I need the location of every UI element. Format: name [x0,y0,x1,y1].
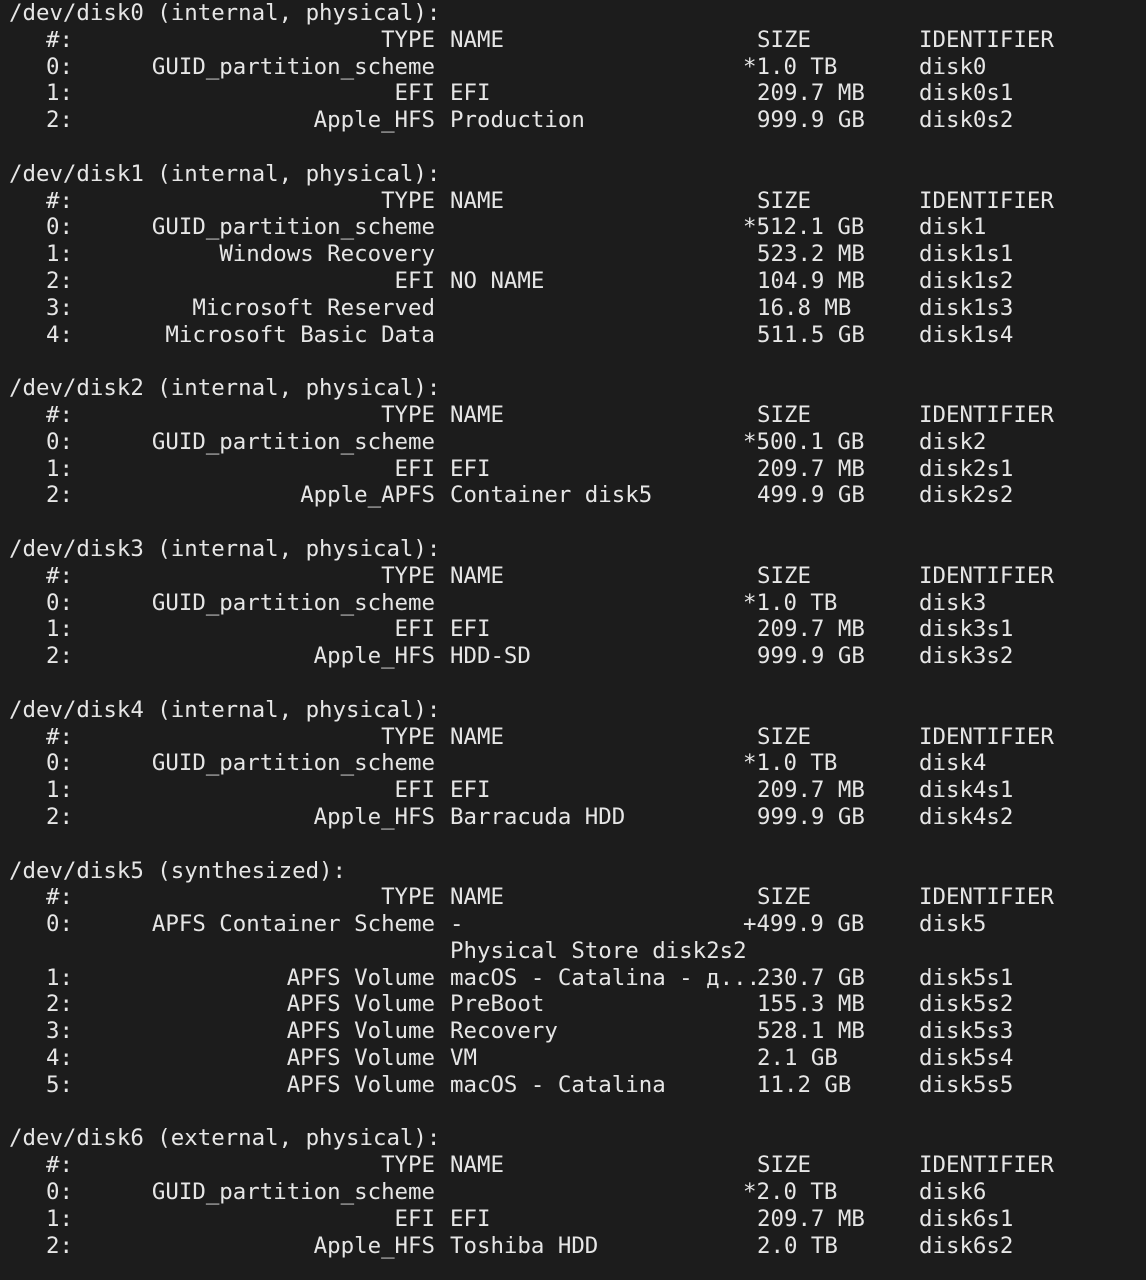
partition-type: EFI [394,777,435,804]
partition-type: Microsoft Basic Data [165,321,435,348]
partition-index: 1: [46,241,73,268]
partition-identifier: disk3s1 [919,616,1014,643]
partition-row [9,1233,1146,1260]
partition-identifier: disk1s3 [919,294,1014,321]
partition-type: APFS Volume [286,964,435,991]
partition-index: 0: [46,911,73,938]
column-name-label: NAME [450,401,504,428]
partition-type: APFS Volume [286,1071,435,1098]
partition-index: 3: [46,294,73,321]
partition-name: EFI [450,777,491,804]
partition-index: 4: [46,321,73,348]
partition-row [9,429,1146,456]
partition-index: 1: [46,777,73,804]
partition-row [9,777,1146,804]
disk-block [9,697,1146,858]
partition-size: 209.7 MB [757,455,865,482]
partition-index: 5: [46,1071,73,1098]
partition-row [9,616,1146,643]
partition-index: 1: [46,964,73,991]
partition-size: 230.7 GB [757,964,865,991]
partition-row [9,911,1146,938]
column-size-label: SIZE [757,401,811,428]
column-name-label: NAME [450,562,504,589]
partition-identifier: disk2 [919,428,987,455]
partition-size: 16.8 MB [757,294,852,321]
partition-name: EFI [450,1205,491,1232]
column-identifier-label: IDENTIFIER [919,1152,1054,1179]
partition-type: Apple_APFS [300,482,435,509]
partition-type: GUID_partition_scheme [151,53,435,80]
column-name-label: NAME [450,187,504,214]
partition-row [9,482,1146,509]
partition-identifier: disk0s2 [919,107,1014,134]
column-identifier-label: IDENTIFIER [919,401,1054,428]
partition-size: *1.0 TB [743,53,838,80]
partition-index: 1: [46,80,73,107]
partition-name: Barracuda HDD [450,803,626,830]
column-type-label: TYPE [381,884,435,911]
partition-identifier: disk2s2 [919,482,1014,509]
partition-name: - [450,911,464,938]
partition-name: HDD-SD [450,643,531,670]
partition-index: 2: [46,107,73,134]
partition-size: *500.1 GB [743,428,865,455]
column-identifier-label: IDENTIFIER [919,723,1054,750]
column-type-label: TYPE [381,562,435,589]
partition-row [9,1206,1146,1233]
partition-identifier: disk0s1 [919,80,1014,107]
partition-name: NO NAME [450,267,545,294]
column-identifier-label: IDENTIFIER [919,562,1054,589]
partition-index: 2: [46,643,73,670]
partition-identifier: disk5s1 [919,964,1014,991]
disk-block [9,536,1146,697]
column-type-label: TYPE [381,401,435,428]
column-num-label: #: [46,884,73,911]
blank-line [9,348,1146,375]
column-size-label: SIZE [757,723,811,750]
partition-row [9,590,1146,617]
blank-line [9,509,1146,536]
partition-index: 0: [46,1179,73,1206]
partition-row [9,456,1146,483]
disk-block [9,375,1146,536]
partition-type: Windows Recovery [219,241,435,268]
partition-name: Production [450,107,585,134]
partition-index: 3: [46,1018,73,1045]
partition-size: 11.2 GB [757,1071,852,1098]
column-identifier-label: IDENTIFIER [919,187,1054,214]
partition-size: 104.9 MB [757,267,865,294]
partition-identifier: disk1s4 [919,321,1014,348]
partition-row [9,54,1146,81]
column-name-label: NAME [450,1152,504,1179]
blank-line [9,1099,1146,1126]
partition-name: EFI [450,80,491,107]
partition-type: EFI [394,616,435,643]
partition-row [9,295,1146,322]
partition-identifier: disk1s2 [919,267,1014,294]
partition-identifier: disk5s4 [919,1045,1014,1072]
partition-row [9,643,1146,670]
partition-index: 0: [46,750,73,777]
partition-type: APFS Volume [286,991,435,1018]
partition-size: 999.9 GB [757,643,865,670]
partition-identifier: disk6 [919,1179,987,1206]
partition-type: GUID_partition_scheme [151,214,435,241]
partition-size: 209.7 MB [757,1205,865,1232]
column-name-label: NAME [450,723,504,750]
column-name-label: NAME [450,884,504,911]
column-header-row [9,402,1146,429]
column-num-label: #: [46,401,73,428]
partition-index: 2: [46,1232,73,1259]
column-header-row [9,188,1146,215]
partition-type: Apple_HFS [313,1232,435,1259]
partition-type: GUID_partition_scheme [151,428,435,455]
partition-type: GUID_partition_scheme [151,750,435,777]
disk-header: /dev/disk0 (internal, physical): [9,0,441,26]
column-size-label: SIZE [757,1152,811,1179]
column-size-label: SIZE [757,562,811,589]
partition-name: macOS - Catalina [450,1071,666,1098]
disk-header: /dev/disk4 (internal, physical): [9,696,441,723]
partition-index: 0: [46,53,73,80]
partition-row [9,804,1146,831]
disk-header: /dev/disk1 (internal, physical): [9,160,441,187]
partition-identifier: disk4s1 [919,777,1014,804]
partition-row [9,241,1146,268]
partition-name: VM [450,1045,477,1072]
partition-type: EFI [394,455,435,482]
column-type-label: TYPE [381,723,435,750]
partition-identifier: disk4s2 [919,803,1014,830]
column-type-label: TYPE [381,187,435,214]
partition-name: PreBoot [450,991,545,1018]
disk-header: /dev/disk5 (synthesized): [9,857,347,884]
partition-row [9,1018,1146,1045]
partition-size: 523.2 MB [757,241,865,268]
partition-row [9,991,1146,1018]
column-num-label: #: [46,1152,73,1179]
disk-block [9,1125,1146,1259]
partition-identifier: disk4 [919,750,987,777]
partition-row [9,965,1146,992]
partition-type: GUID_partition_scheme [151,589,435,616]
partition-row [9,268,1146,295]
blank-line [9,670,1146,697]
partition-size: 155.3 MB [757,991,865,1018]
partition-index: 1: [46,616,73,643]
partition-name: EFI [450,455,491,482]
disk-header: /dev/disk2 (internal, physical): [9,375,441,402]
partition-type: EFI [394,267,435,294]
partition-index: 0: [46,428,73,455]
partition-row [9,322,1146,349]
partition-index: 1: [46,455,73,482]
partition-identifier: disk5s2 [919,991,1014,1018]
partition-size: 511.5 GB [757,321,865,348]
partition-size: *1.0 TB [743,589,838,616]
partition-index: 4: [46,1045,73,1072]
partition-identifier: disk3 [919,589,987,616]
column-num-label: #: [46,187,73,214]
partition-index: 2: [46,482,73,509]
partition-index: 0: [46,589,73,616]
partition-identifier: disk5s3 [919,1018,1014,1045]
partition-row [9,107,1146,134]
column-header-row [9,1152,1146,1179]
partition-index: 2: [46,267,73,294]
column-num-label: #: [46,723,73,750]
partition-identifier: disk6s2 [919,1232,1014,1259]
partition-type: Apple_HFS [313,643,435,670]
partition-type: EFI [394,80,435,107]
disk-block [9,858,1146,1126]
disk-header: /dev/disk3 (internal, physical): [9,535,441,562]
partition-type: APFS Container Scheme [151,911,435,938]
partition-row [9,938,1146,965]
column-header-row [9,884,1146,911]
partition-row [9,750,1146,777]
partition-identifier: disk5 [919,911,987,938]
disk-block [9,161,1146,375]
partition-size: 209.7 MB [757,616,865,643]
partition-size: 999.9 GB [757,803,865,830]
column-header-row [9,724,1146,751]
partition-size: 2.0 TB [757,1232,838,1259]
partition-row [9,1072,1146,1099]
partition-name: Physical Store disk2s2 [450,937,747,964]
partition-type: APFS Volume [286,1018,435,1045]
column-type-label: TYPE [381,1152,435,1179]
partition-identifier: disk2s1 [919,455,1014,482]
partition-name: Container disk5 [450,482,653,509]
column-identifier-label: IDENTIFIER [919,884,1054,911]
column-num-label: #: [46,562,73,589]
partition-size: +499.9 GB [743,911,865,938]
partition-identifier: disk3s2 [919,643,1014,670]
partition-type: Apple_HFS [313,107,435,134]
partition-row [9,1179,1146,1206]
column-name-label: NAME [450,26,504,53]
partition-size: 209.7 MB [757,777,865,804]
partition-type: EFI [394,1205,435,1232]
partition-index: 1: [46,1205,73,1232]
partition-size: 999.9 GB [757,107,865,134]
column-header-row [9,563,1146,590]
column-identifier-label: IDENTIFIER [919,26,1054,53]
partition-name: EFI [450,616,491,643]
partition-identifier: disk1s1 [919,241,1014,268]
column-size-label: SIZE [757,884,811,911]
disk-block [9,0,1146,161]
partition-size: 2.1 GB [757,1045,838,1072]
partition-name: macOS - Catalina - д... [450,964,761,991]
partition-row [9,214,1146,241]
column-size-label: SIZE [757,26,811,53]
column-type-label: TYPE [381,26,435,53]
partition-index: 2: [46,803,73,830]
partition-size: 499.9 GB [757,482,865,509]
partition-name: Toshiba HDD [450,1232,599,1259]
partition-identifier: disk1 [919,214,987,241]
partition-size: *2.0 TB [743,1179,838,1206]
column-header-row [9,27,1146,54]
partition-identifier: disk5s5 [919,1071,1014,1098]
partition-type: GUID_partition_scheme [151,1179,435,1206]
partition-size: 528.1 MB [757,1018,865,1045]
partition-identifier: disk0 [919,53,987,80]
partition-size: *1.0 TB [743,750,838,777]
disk-header: /dev/disk6 (external, physical): [9,1125,441,1152]
partition-size: *512.1 GB [743,214,865,241]
partition-index: 2: [46,991,73,1018]
partition-type: APFS Volume [286,1045,435,1072]
partition-row [9,1045,1146,1072]
partition-row [9,80,1146,107]
column-num-label: #: [46,26,73,53]
partition-type: Apple_HFS [313,803,435,830]
column-size-label: SIZE [757,187,811,214]
partition-identifier: disk6s1 [919,1205,1014,1232]
partition-name: Recovery [450,1018,558,1045]
blank-line [9,134,1146,161]
partition-type: Microsoft Reserved [192,294,435,321]
partition-size: 209.7 MB [757,80,865,107]
blank-line [9,831,1146,858]
partition-index: 0: [46,214,73,241]
